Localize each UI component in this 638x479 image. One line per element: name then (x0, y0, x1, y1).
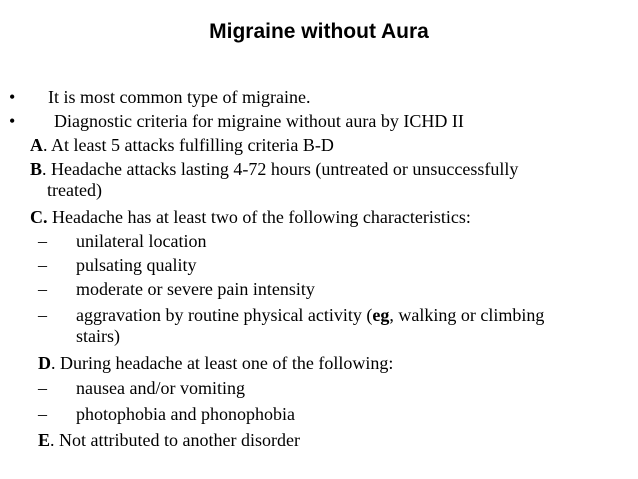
bullet-text: Diagnostic criteria for migraine without aura by ICHD II (54, 111, 464, 131)
list-item (76, 304, 544, 326)
criterion-b (30, 158, 518, 180)
list-item: unilateral location (76, 231, 207, 251)
bullet-text: It is most common type of migraine. (48, 87, 311, 107)
list-item: photophobia and phonophobia (76, 404, 295, 424)
criterion-text: . During headache at least one of the following: (51, 353, 394, 373)
dash-marker: – (38, 378, 47, 398)
criterion-letter: B (30, 159, 43, 179)
criterion-text: . Headache attacks lasting 4-72 hours (untreated or unsuccessfully (42, 159, 519, 179)
list-item: nausea and/or vomiting (76, 378, 245, 398)
dash-marker: – (38, 255, 47, 275)
criterion-b-continuation: treated) (47, 180, 102, 200)
bullet-marker: • (9, 111, 16, 131)
dash-marker: – (38, 305, 47, 325)
dash-marker: – (38, 231, 47, 251)
list-item: moderate or severe pain intensity (76, 279, 315, 299)
bullet-marker: • (9, 87, 16, 107)
criterion-text: . Not attributed to another disorder (50, 430, 300, 450)
criterion-e (38, 429, 300, 451)
dash-marker: – (38, 404, 47, 424)
list-item-continuation: stairs) (76, 326, 120, 346)
list-item-emphasis: eg (372, 305, 390, 325)
criterion-text: Headache has at least two of the following characteristics: (47, 207, 471, 227)
criterion-letter: A (30, 135, 43, 155)
list-item: pulsating quality (76, 255, 197, 275)
list-item-text: , walking or climbing (389, 305, 545, 325)
criterion-text: . At least 5 attacks fulfilling criteria B-D (43, 135, 334, 155)
criterion-c (30, 206, 471, 228)
criterion-d (38, 352, 393, 374)
dash-marker: – (38, 279, 47, 299)
criterion-letter: D (38, 353, 51, 373)
criterion-letter: E (38, 430, 51, 450)
criterion-letter: C. (30, 207, 48, 227)
slide-title: Migraine without Aura (209, 20, 429, 43)
list-item-text: aggravation by routine physical activity ( (76, 305, 373, 325)
criterion-a (30, 134, 334, 156)
